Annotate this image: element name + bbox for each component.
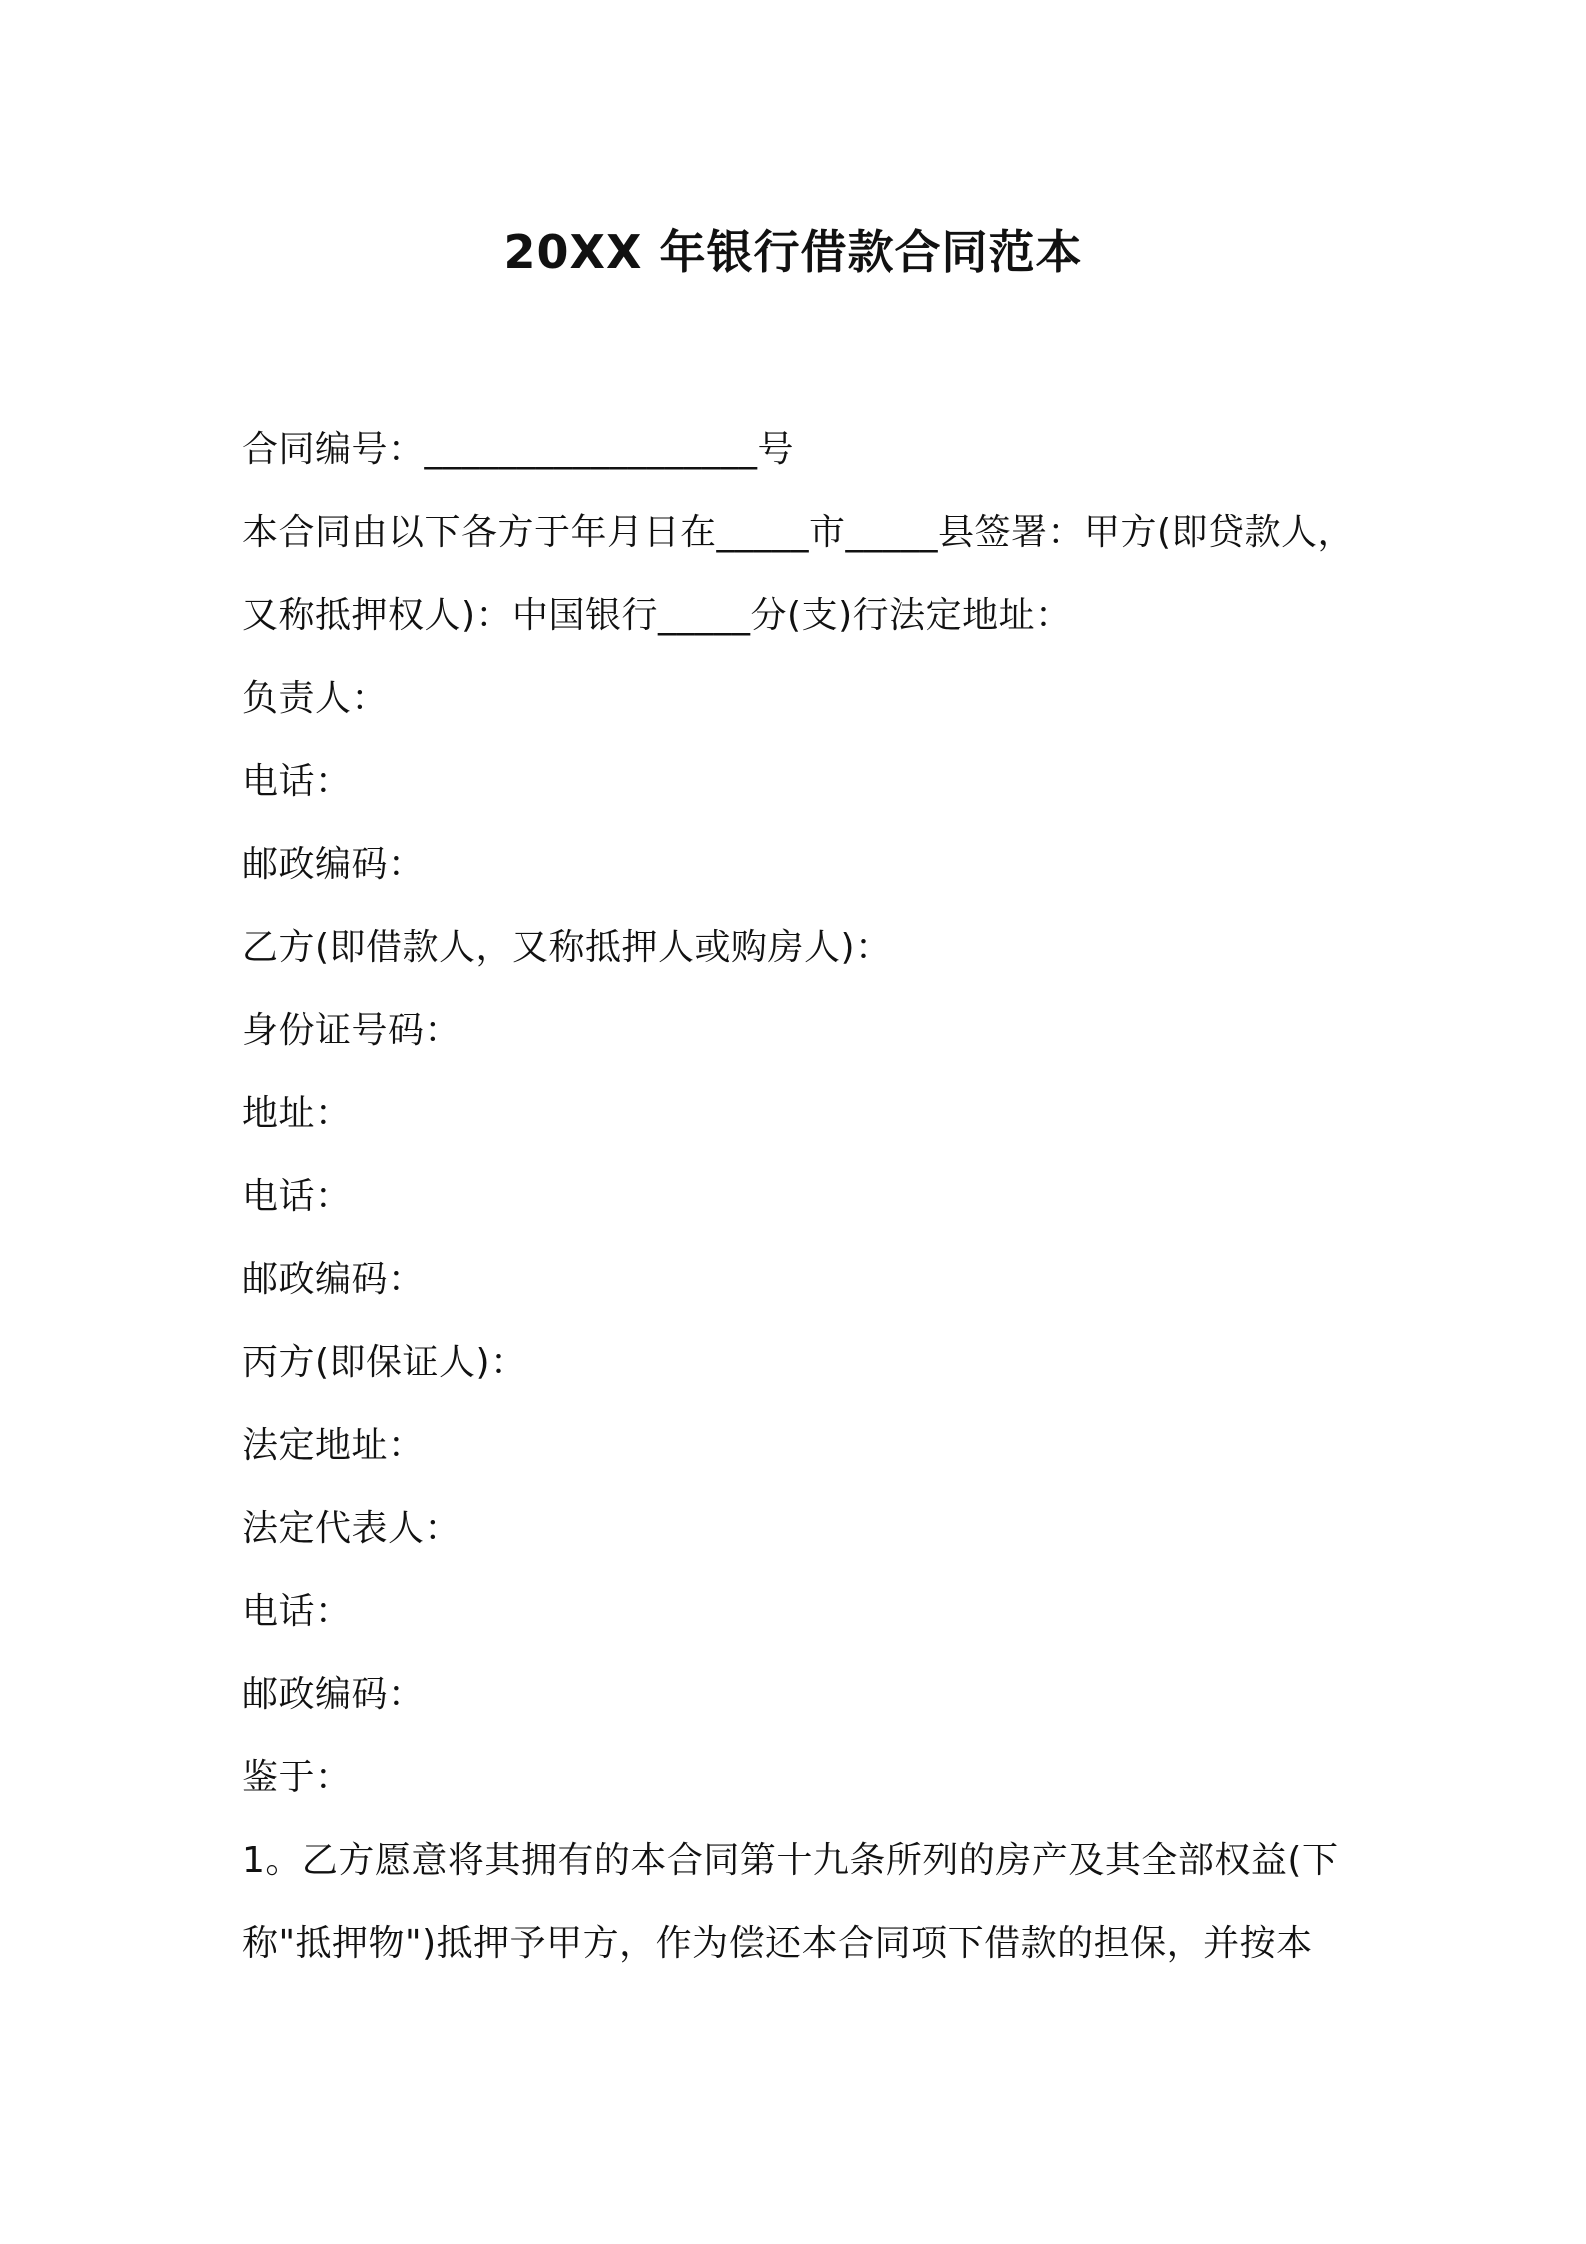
contract-number-line: 合同编号：__________________号 [242, 429, 795, 470]
signing-info-line: 本合同由以下各方于年月日在_____市_____县签署：甲方(即贷款人， [242, 512, 1355, 553]
party-a-responsible-person-line: 负责人： [242, 678, 389, 719]
party-b-postcode-line: 邮政编码： [242, 1259, 425, 1300]
document-title: 20XX 年银行借款合同范本 [503, 225, 1083, 279]
party-c-legal-address-line: 法定地址： [242, 1425, 425, 1466]
clause-1-line-1: 1。乙方愿意将其拥有的本合同第十九条所列的房产及其全部权益(下 [242, 1840, 1339, 1881]
party-c-line: 丙方(即保证人)： [242, 1342, 527, 1383]
party-b-line: 乙方(即借款人，又称抵押人或购房人)： [242, 927, 892, 968]
party-b-phone-line: 电话： [242, 1176, 352, 1217]
party-c-postcode-line: 邮政编码： [242, 1674, 425, 1715]
party-a-phone-line: 电话： [242, 761, 352, 802]
document-body [242, 408, 1362, 1985]
party-c-legal-representative-line: 法定代表人： [242, 1508, 462, 1549]
clause-1-line-2: 称"抵押物")抵押予甲方，作为偿还本合同项下借款的担保，并按本 [242, 1923, 1313, 1964]
whereas-heading: 鉴于： [242, 1757, 352, 1798]
party-c-phone-line: 电话： [242, 1591, 352, 1632]
party-b-id-number-line: 身份证号码： [242, 1010, 462, 1051]
party-a-postcode-line: 邮政编码： [242, 844, 425, 885]
party-b-address-line: 地址： [242, 1093, 352, 1134]
party-a-bank-line: 又称抵押权人)：中国银行_____分(支)行法定地址： [242, 595, 1072, 636]
